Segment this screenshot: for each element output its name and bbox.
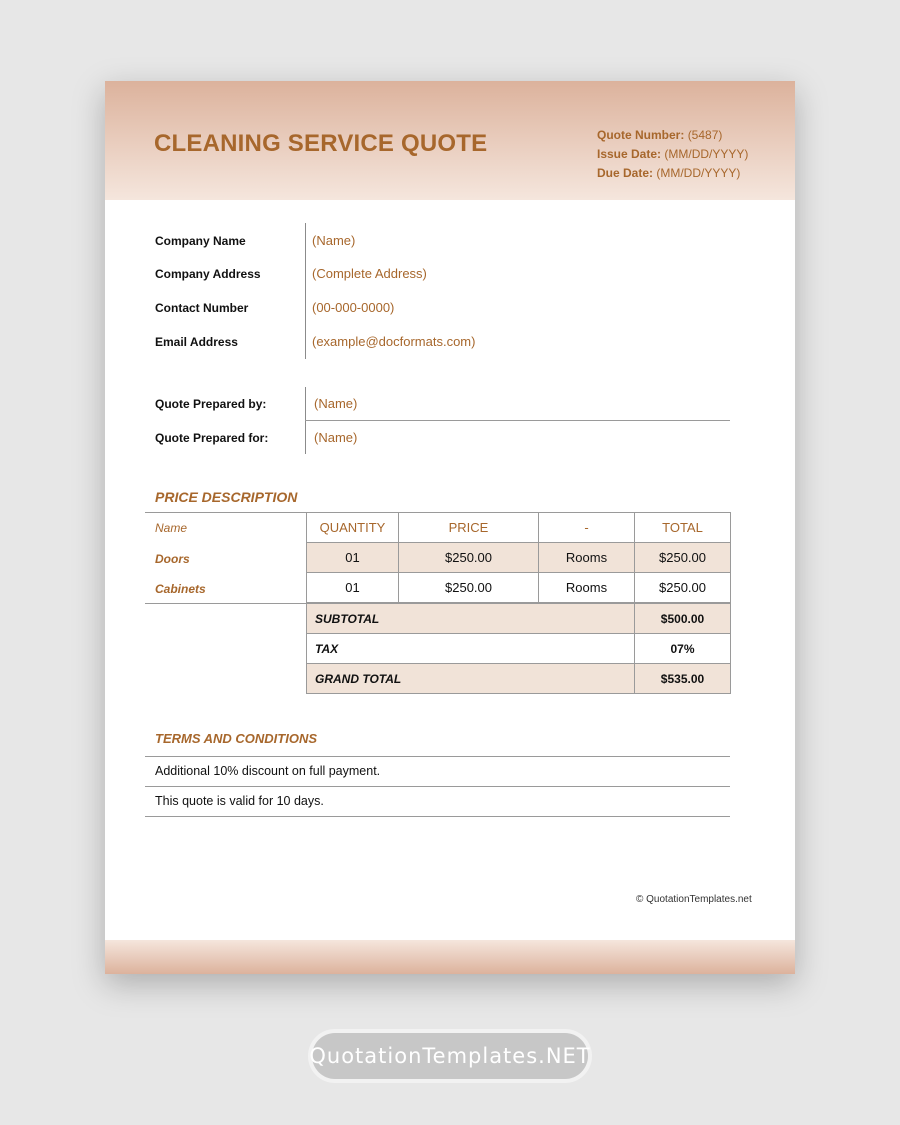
tax-value: 07% [635, 634, 731, 664]
document-title: CLEANING SERVICE QUOTE [154, 130, 488, 157]
contact-number-value: (00-000-0000) [312, 300, 395, 315]
row-name-doors: Doors [155, 552, 190, 566]
row-name-cabinets: Cabinets [155, 582, 206, 596]
copyright-text: © QuotationTemplates.net [636, 894, 752, 905]
quantity-header: QUANTITY [307, 513, 399, 543]
brand-text: QuotationTemplates.NET [309, 1044, 591, 1068]
grand-total-row [307, 664, 731, 694]
prepared-by-value: (Name) [314, 396, 358, 411]
company-address-label: Company Address [155, 267, 261, 281]
due-date-label: Due Date: [597, 166, 654, 180]
quote-number-value: (5487) [687, 128, 723, 142]
table-row [307, 573, 731, 603]
brand-watermark[interactable] [309, 1033, 591, 1079]
name-column-header: Name [155, 521, 188, 535]
row-total: $250.00 [635, 573, 731, 603]
quote-meta [597, 126, 748, 183]
totals-table [306, 603, 731, 694]
grand-total-value: $535.00 [635, 664, 731, 694]
subtotal-value: $500.00 [635, 604, 731, 634]
row-unit: Rooms [539, 573, 635, 603]
table-row [307, 543, 731, 573]
row-quantity: 01 [307, 543, 399, 573]
prepared-separator [305, 420, 730, 421]
subtotal-row [307, 604, 731, 634]
email-address-value: (example@docformats.com) [312, 334, 476, 349]
terms-rule-3 [145, 816, 730, 817]
price-header: PRICE [399, 513, 539, 543]
term-item: Additional 10% discount on full payment. [155, 764, 381, 778]
due-date-value: (MM/DD/YYYY) [656, 166, 741, 180]
price-table-header [307, 513, 731, 543]
prepared-for-label: Quote Prepared for: [155, 431, 269, 445]
tax-row [307, 634, 731, 664]
company-address-value: (Complete Address) [312, 266, 427, 281]
row-price: $250.00 [399, 543, 539, 573]
total-header: TOTAL [635, 513, 731, 543]
quote-number-label: Quote Number: [597, 128, 685, 142]
terms-rule-2 [145, 786, 730, 787]
price-bottom-rule [145, 603, 307, 604]
row-quantity: 01 [307, 573, 399, 603]
company-divider [305, 223, 306, 359]
footer-band [105, 940, 795, 974]
row-unit: Rooms [539, 543, 635, 573]
company-name-label: Company Name [155, 234, 246, 248]
issue-date-value: (MM/DD/YYYY) [664, 147, 749, 161]
term-item: This quote is valid for 10 days. [155, 794, 324, 808]
price-top-rule [145, 512, 307, 513]
subtotal-label: SUBTOTAL [307, 604, 635, 634]
price-table [306, 512, 731, 603]
prepared-by-label: Quote Prepared by: [155, 397, 267, 411]
quote-document [105, 81, 795, 974]
company-name-value: (Name) [312, 233, 356, 248]
prepared-for-value: (Name) [314, 430, 358, 445]
terms-title: TERMS AND CONDITIONS [155, 731, 318, 746]
row-total: $250.00 [635, 543, 731, 573]
header-band [105, 81, 795, 200]
email-address-label: Email Address [155, 335, 238, 349]
issue-date-label: Issue Date: [597, 147, 662, 161]
price-section-title: PRICE DESCRIPTION [155, 489, 298, 505]
unit-header: - [539, 513, 635, 543]
terms-rule-1 [145, 756, 730, 757]
contact-number-label: Contact Number [155, 301, 249, 315]
row-price: $250.00 [399, 573, 539, 603]
tax-label: TAX [307, 634, 635, 664]
grand-total-label: GRAND TOTAL [307, 664, 635, 694]
